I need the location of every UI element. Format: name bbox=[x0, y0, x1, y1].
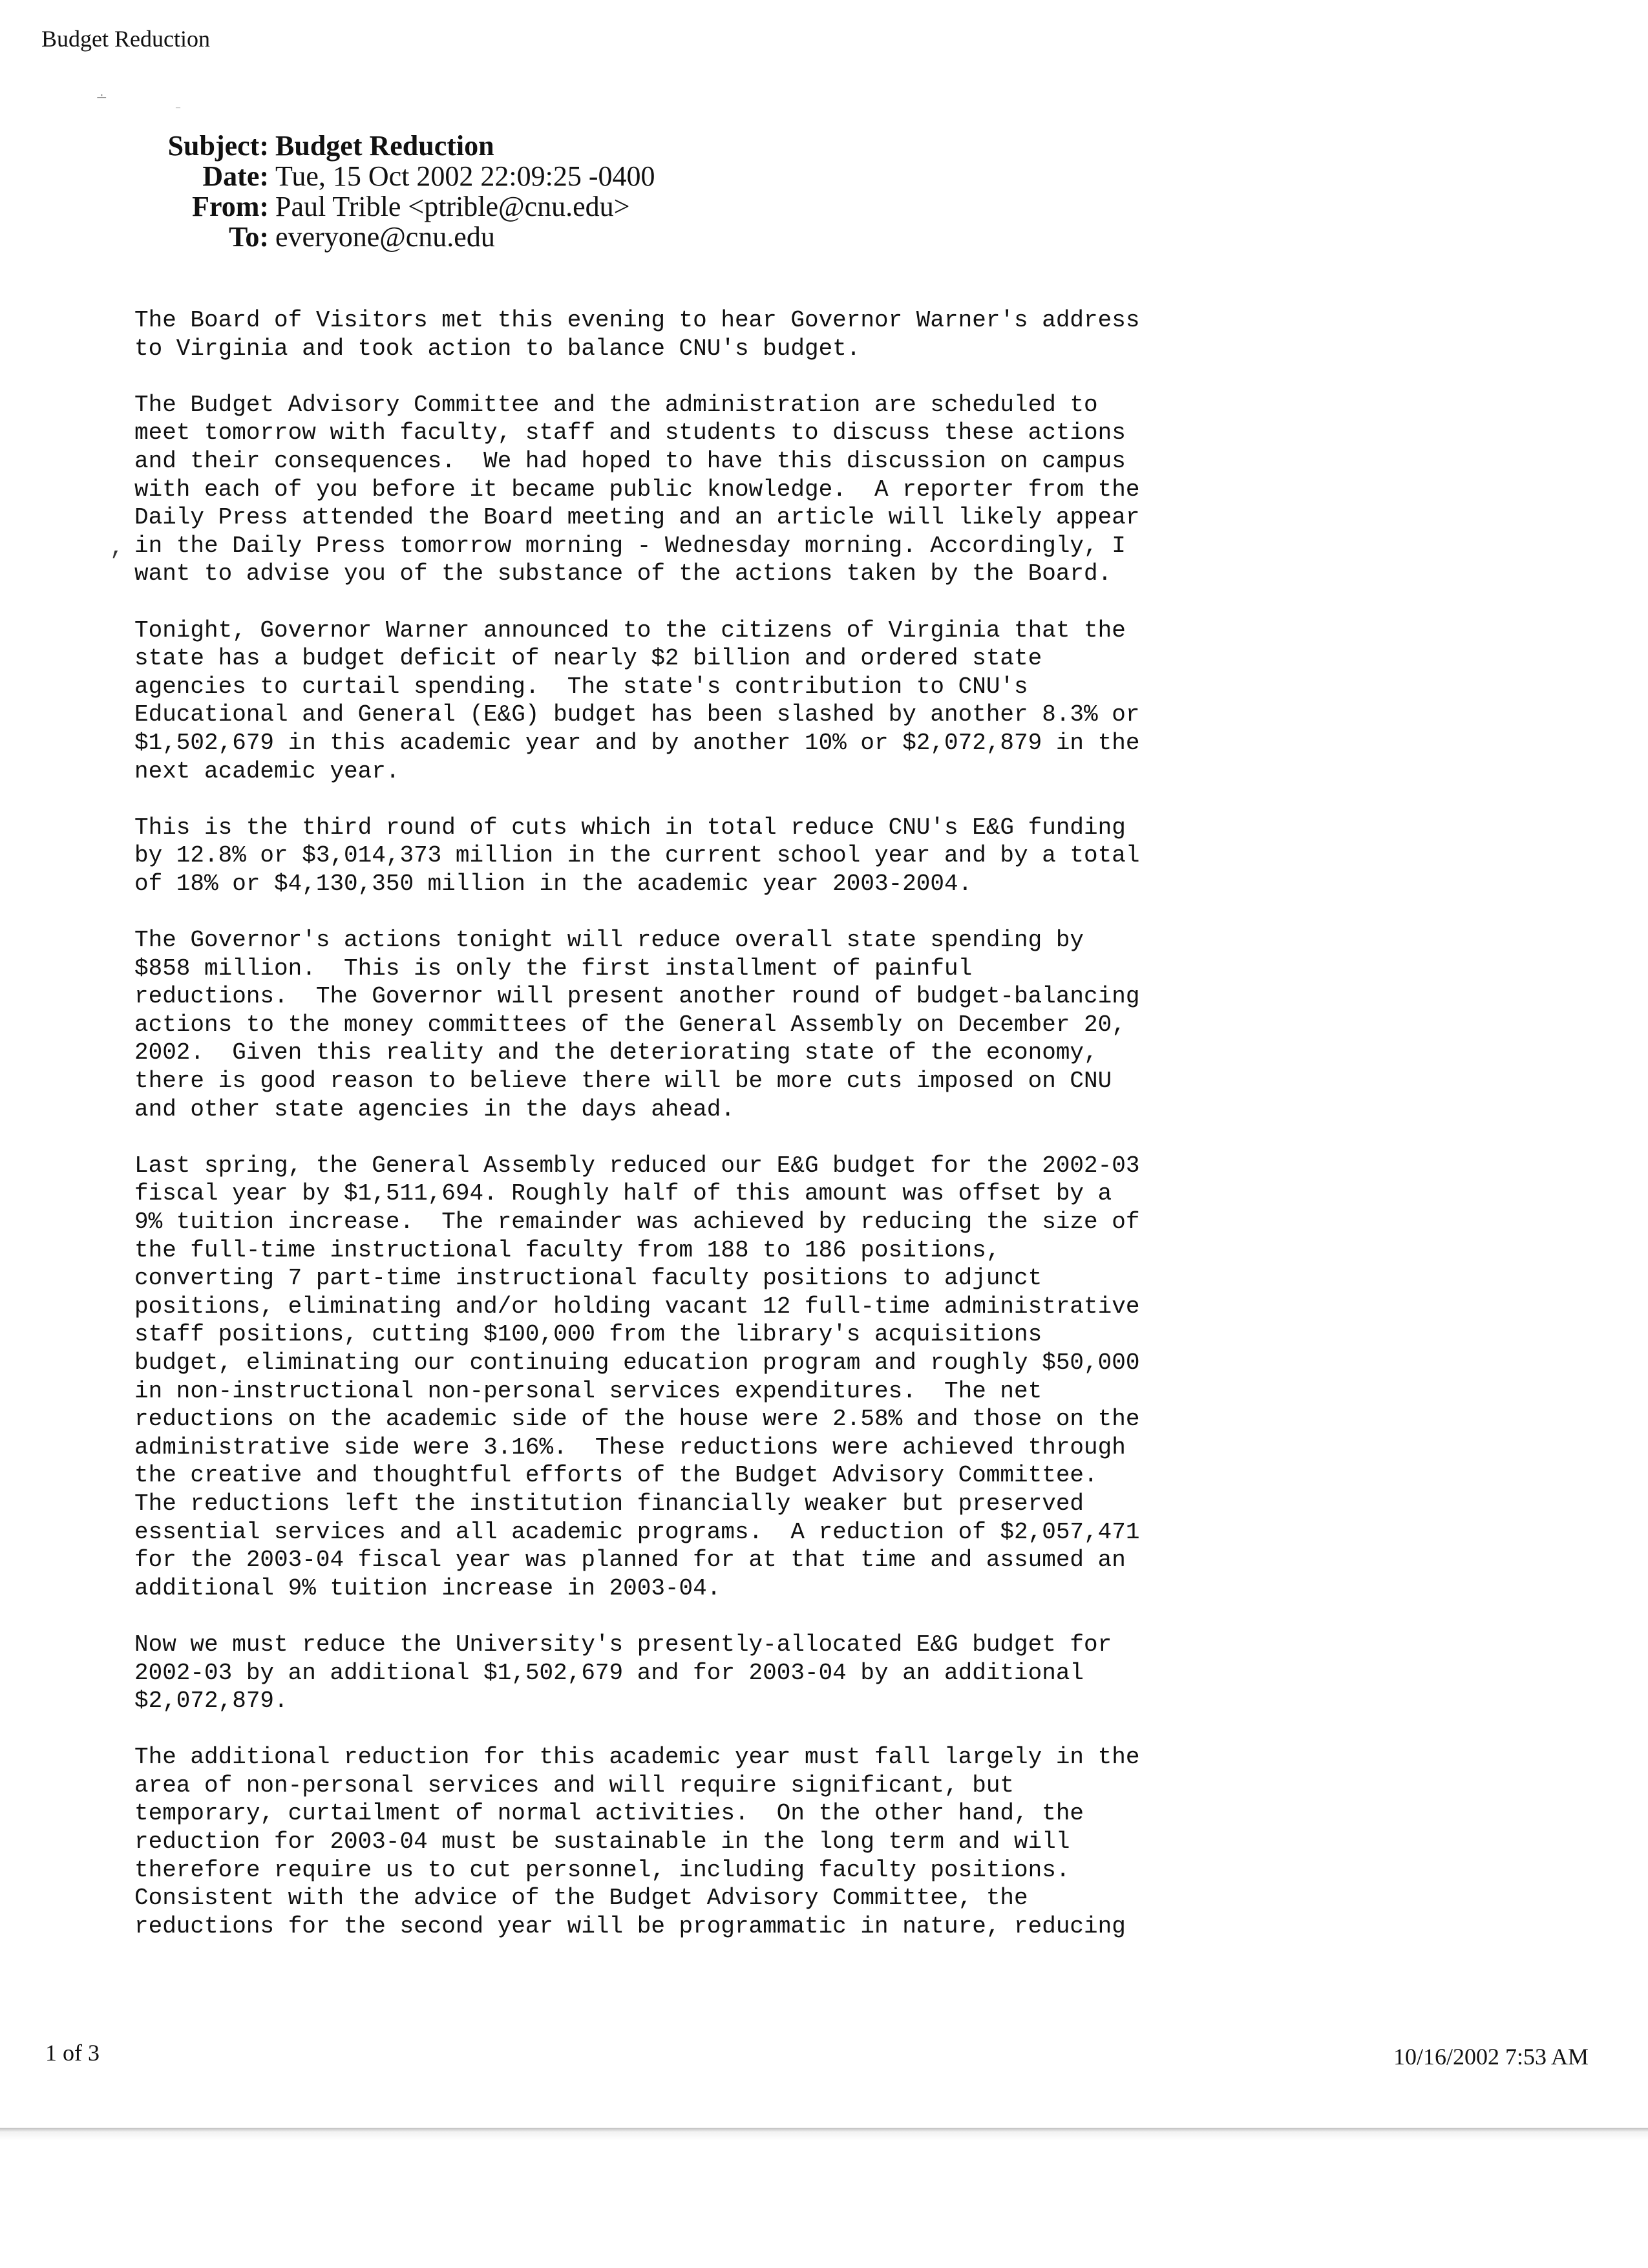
body-line: Daily Press attended the Board meeting and an article will likely appear bbox=[134, 504, 1140, 531]
email-header-label: From: bbox=[192, 191, 269, 222]
body-paragraph bbox=[134, 306, 1524, 363]
body-line: to Virginia and took action to balance CNU's budget. bbox=[134, 335, 861, 362]
body-line: 2002. Given this reality and the deteriorating state of the economy, bbox=[134, 1039, 1098, 1066]
body-paragraph bbox=[134, 1631, 1524, 1715]
body-line: the creative and thoughtful efforts of the Budget Advisory Committee. bbox=[134, 1462, 1098, 1489]
email-headers bbox=[146, 131, 655, 252]
body-line: $2,072,879. bbox=[134, 1688, 288, 1715]
body-line: positions, eliminating and/or holding vacant 12 full-time administrative bbox=[134, 1293, 1140, 1320]
body-line: area of non-personal services and will require significant, but bbox=[134, 1772, 1015, 1799]
body-line: want to advise you of the substance of the actions taken by the Board. bbox=[134, 560, 1112, 588]
body-line: $858 million. This is only the first installment of painful bbox=[134, 955, 973, 982]
body-line: converting 7 part-time instructional faculty positions to adjunct bbox=[134, 1265, 1042, 1292]
body-line: The Governor's actions tonight will reduce overall state spending by bbox=[134, 927, 1084, 954]
body-line: 2002-03 by an additional $1,502,679 and for 2003-04 by an additional bbox=[134, 1659, 1084, 1686]
body-line: fiscal year by $1,511,694. Roughly half of this amount was offset by a bbox=[134, 1180, 1112, 1207]
body-paragraph bbox=[134, 1152, 1524, 1603]
email-header-row bbox=[146, 222, 655, 252]
email-header-row bbox=[146, 191, 655, 222]
body-line: the full-time instructional faculty from 188 to 186 positions, bbox=[134, 1236, 1000, 1264]
body-line: by 12.8% or $3,014,373 million in the current school year and by a total bbox=[134, 842, 1140, 869]
body-line: agencies to curtail spending. The state's contribution to CNU's bbox=[134, 673, 1028, 700]
body-line: reductions for the second year will be programmatic in nature, reducing bbox=[134, 1913, 1126, 1940]
scan-speck: – bbox=[176, 103, 180, 112]
body-line: in non-instructional non-personal services expenditures. The net bbox=[134, 1377, 1042, 1404]
body-line: and their consequences. We had hoped to have this discussion on campus bbox=[134, 447, 1126, 474]
body-line: with each of you before it became public knowledge. A reporter from the bbox=[134, 476, 1140, 503]
email-header-value[interactable]: everyone@cnu.edu bbox=[275, 221, 495, 253]
body-paragraph bbox=[134, 1743, 1524, 1940]
body-line: Last spring, the General Assembly reduced our E&G budget for the 2002-03 bbox=[134, 1152, 1140, 1179]
body-line: and other state agencies in the days ahead. bbox=[134, 1096, 735, 1123]
email-header-label: Date: bbox=[202, 160, 269, 192]
body-line: reductions on the academic side of the house were 2.58% and those on the bbox=[134, 1406, 1140, 1433]
body-line: This is the third round of cuts which in total reduce CNU's E&G funding bbox=[134, 814, 1126, 841]
body-line: Now we must reduce the University's presently-allocated E&G budget for bbox=[134, 1631, 1112, 1658]
email-header-value: Budget Reduction bbox=[275, 130, 494, 162]
body-paragraph bbox=[134, 926, 1524, 1123]
body-line: additional 9% tuition increase in 2003-04. bbox=[134, 1574, 721, 1602]
email-header-row bbox=[146, 131, 655, 161]
body-line: The additional reduction for this academic year must fall largely in the bbox=[134, 1744, 1140, 1771]
body-line: state has a budget deficit of nearly $2 billion and ordered state bbox=[134, 645, 1042, 672]
body-line: for the 2003-04 fiscal year was planned for at that time and assumed an bbox=[134, 1547, 1126, 1574]
email-body bbox=[134, 306, 1524, 1969]
body-line: Consistent with the advice of the Budget Advisory Committee, the bbox=[134, 1885, 1028, 1912]
print-timestamp: 10/16/2002 7:53 AM bbox=[1393, 2044, 1589, 2070]
body-line: The reductions left the institution financially weaker but preserved bbox=[134, 1490, 1084, 1517]
body-line: essential services and all academic programs. A reduction of $2,057,471 bbox=[134, 1518, 1140, 1545]
body-line: Tonight, Governor Warner announced to the citizens of Virginia that the bbox=[134, 617, 1126, 644]
body-line: temporary, curtailment of normal activities. On the other hand, the bbox=[134, 1800, 1084, 1827]
body-line: 9% tuition increase. The remainder was achieved by reducing the size of bbox=[134, 1209, 1140, 1235]
email-header-value[interactable]: Paul Trible <ptrible@cnu.edu> bbox=[275, 191, 630, 222]
margin-mark: , bbox=[110, 535, 124, 561]
body-line: meet tomorrow with faculty, staff and students to discuss these actions bbox=[134, 419, 1126, 447]
body-line: The Board of Visitors met this evening to hear Governor Warner's address bbox=[134, 307, 1140, 334]
body-line: reductions. The Governor will present another round of budget-balancing bbox=[134, 983, 1140, 1010]
body-paragraph bbox=[134, 617, 1524, 786]
body-line: administrative side were 3.16%. These reductions were achieved through bbox=[134, 1434, 1126, 1461]
body-paragraph bbox=[134, 391, 1524, 588]
email-header-row bbox=[146, 161, 655, 191]
page-header-title: Budget Reduction bbox=[41, 26, 210, 52]
body-line: Educational and General (E&G) budget has been slashed by another 8.3% or bbox=[134, 701, 1140, 728]
body-line: reduction for 2003-04 must be sustainable in the long term and will bbox=[134, 1828, 1070, 1856]
email-header-label: Subject: bbox=[167, 130, 269, 162]
body-line: budget, eliminating our continuing education program and roughly $50,000 bbox=[134, 1349, 1140, 1376]
body-line: there is good reason to believe there will be more cuts imposed on CNU bbox=[134, 1068, 1112, 1095]
body-paragraph bbox=[134, 814, 1524, 898]
scan-page-edge-shadow bbox=[0, 2132, 1648, 2141]
body-line: staff positions, cutting $100,000 from the library's acquisitions bbox=[134, 1321, 1042, 1348]
body-line: $1,502,679 in this academic year and by another 10% or $2,072,879 in the bbox=[134, 729, 1140, 756]
body-line: actions to the money committees of the General Assembly on December 20, bbox=[134, 1011, 1126, 1038]
email-header-value: Tue, 15 Oct 2002 22:09:25 -0400 bbox=[275, 160, 655, 192]
body-line: The Budget Advisory Committee and the administration are scheduled to bbox=[134, 391, 1098, 418]
body-line: in the Daily Press tomorrow morning - Wednesday morning. Accordingly, I bbox=[134, 532, 1126, 559]
body-line: next academic year. bbox=[134, 758, 400, 785]
page-number: 1 of 3 bbox=[45, 2040, 100, 2066]
scan-speck: ∸ bbox=[96, 89, 108, 105]
email-header-label: To: bbox=[229, 221, 269, 253]
body-line: of 18% or $4,130,350 million in the academic year 2003-2004. bbox=[134, 870, 973, 897]
body-line: therefore require us to cut personnel, including faculty positions. bbox=[134, 1856, 1070, 1883]
